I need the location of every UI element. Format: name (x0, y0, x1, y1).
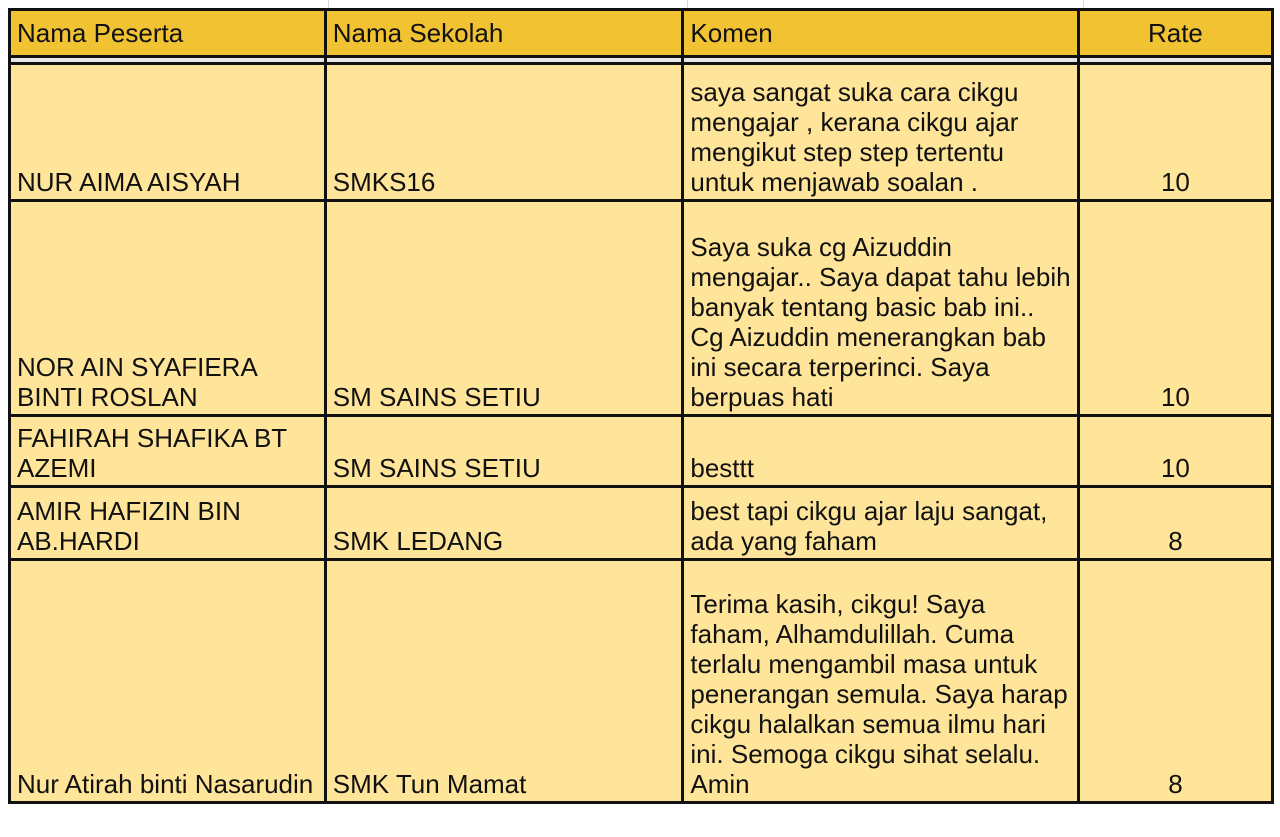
divider-cell (683, 57, 1078, 64)
cell-name[interactable]: FAHIRAH SHAFIKA BT AZEMI (10, 416, 326, 487)
cell-name[interactable]: Nur Atirah binti Nasarudin (10, 560, 326, 803)
cell-rate[interactable]: 8 (1078, 560, 1272, 803)
divider-cell (1078, 57, 1272, 64)
table-row (10, 487, 1273, 560)
cell-comment[interactable]: besttt (683, 416, 1078, 487)
header-cell-comment[interactable]: Komen (683, 10, 1078, 57)
cell-comment[interactable]: best tapi cikgu ajar laju sangat, ada yang faham (683, 487, 1078, 560)
feedback-table (8, 8, 1274, 804)
gridline (1083, 0, 1084, 8)
header-cell-name[interactable]: Nama Peserta (10, 10, 326, 57)
cell-rate[interactable]: 10 (1078, 64, 1272, 201)
table-row (10, 64, 1273, 201)
divider-cell (10, 57, 326, 64)
header-cell-school[interactable]: Nama Sekolah (325, 10, 683, 57)
table-row (10, 201, 1273, 416)
header-cell-rate[interactable]: Rate (1078, 10, 1272, 57)
cell-school[interactable]: SMK LEDANG (325, 487, 683, 560)
cell-name[interactable]: NUR AIMA AISYAH (10, 64, 326, 201)
cell-name[interactable]: NOR AIN SYAFIERA BINTI ROSLAN (10, 201, 326, 416)
table-row (10, 560, 1273, 803)
cell-rate[interactable]: 8 (1078, 487, 1272, 560)
gridline (687, 0, 688, 8)
cell-comment[interactable]: Terima kasih, cikgu! Saya faham, Alhamdulillah. Cuma terlalu mengambil masa untuk penerangan semula. Saya harap cikgu halalkan semua ilmu hari ini. Semoga cikgu sihat selalu. Amin (683, 560, 1078, 803)
cell-comment[interactable]: Saya suka cg Aizuddin mengajar.. Saya dapat tahu lebih banyak tentang basic bab ini.. Cg Aizuddin menerangkan bab ini secara terperinci. Saya berpuas hati (683, 201, 1078, 416)
frozen-row-divider (10, 57, 1273, 64)
gridline-strip (0, 0, 1280, 8)
cell-school[interactable]: SM SAINS SETIU (325, 201, 683, 416)
divider-cell (325, 57, 683, 64)
cell-school[interactable]: SM SAINS SETIU (325, 416, 683, 487)
cell-comment[interactable]: saya sangat suka cara cikgu mengajar , kerana cikgu ajar mengikut step step tertentu untuk menjawab soalan . (683, 64, 1078, 201)
cell-school[interactable]: SMKS16 (325, 64, 683, 201)
cell-rate[interactable]: 10 (1078, 416, 1272, 487)
header-row (10, 10, 1273, 57)
cell-school[interactable]: SMK Tun Mamat (325, 560, 683, 803)
gridline (328, 0, 329, 8)
cell-rate[interactable]: 10 (1078, 201, 1272, 416)
table-row (10, 416, 1273, 487)
cell-name[interactable]: AMIR HAFIZIN BIN AB.HARDI (10, 487, 326, 560)
